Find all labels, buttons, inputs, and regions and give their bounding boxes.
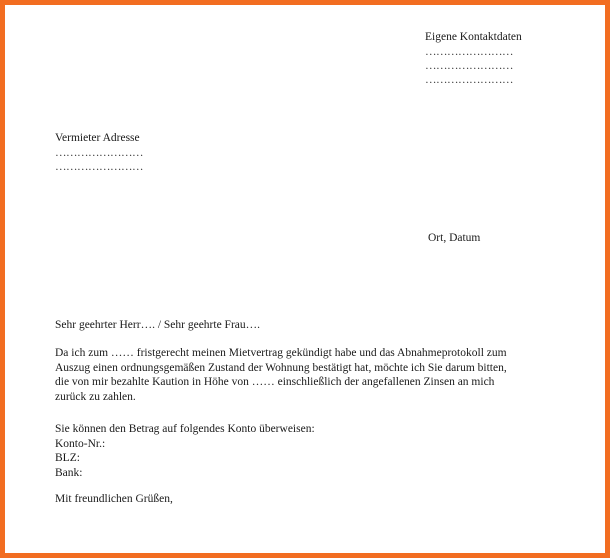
account-intro: Sie können den Betrag auf folgendes Konto überweisen: <box>55 423 315 435</box>
sender-placeholder-line: …………………… <box>425 73 513 86</box>
recipient-placeholder-line: …………………… <box>55 160 143 173</box>
sender-placeholder-line: …………………… <box>425 45 513 58</box>
body-line: Auszug einen ordnungsgemäßen Zustand der Wohnung bestätigt hat, möchte ich Sie darum bitten, <box>55 361 507 374</box>
bank-name-label: Bank: <box>55 466 83 479</box>
body-line: die von mir bezahlte Kaution in Höhe von …… einschließlich der angefallenen Zinsen an mich <box>55 376 495 388</box>
closing-phrase: Mit freundlichen Grüßen, <box>55 493 173 505</box>
bank-code-label: BLZ: <box>55 452 80 464</box>
sender-heading: Eigene Kontaktdaten <box>425 31 522 43</box>
sender-contact-block <box>425 30 522 87</box>
bank-account-block <box>55 422 315 480</box>
body-paragraph <box>55 346 507 404</box>
recipient-placeholder-line: …………………… <box>55 146 143 159</box>
body-line: Da ich zum …… fristgerecht meinen Mietvertrag gekündigt habe und das Abnahmeprotokoll zum <box>55 347 507 359</box>
recipient-heading: Vermieter Adresse <box>55 132 140 144</box>
sender-placeholder-line: …………………… <box>425 59 513 72</box>
place-date: Ort, Datum <box>428 232 481 244</box>
landlord-address-block <box>55 131 143 174</box>
salutation: Sehr geehrter Herr…. / Sehr geehrte Frau…. <box>55 319 261 331</box>
body-line: zurück zu zahlen. <box>55 390 136 403</box>
account-number-label: Konto-Nr.: <box>55 437 106 450</box>
